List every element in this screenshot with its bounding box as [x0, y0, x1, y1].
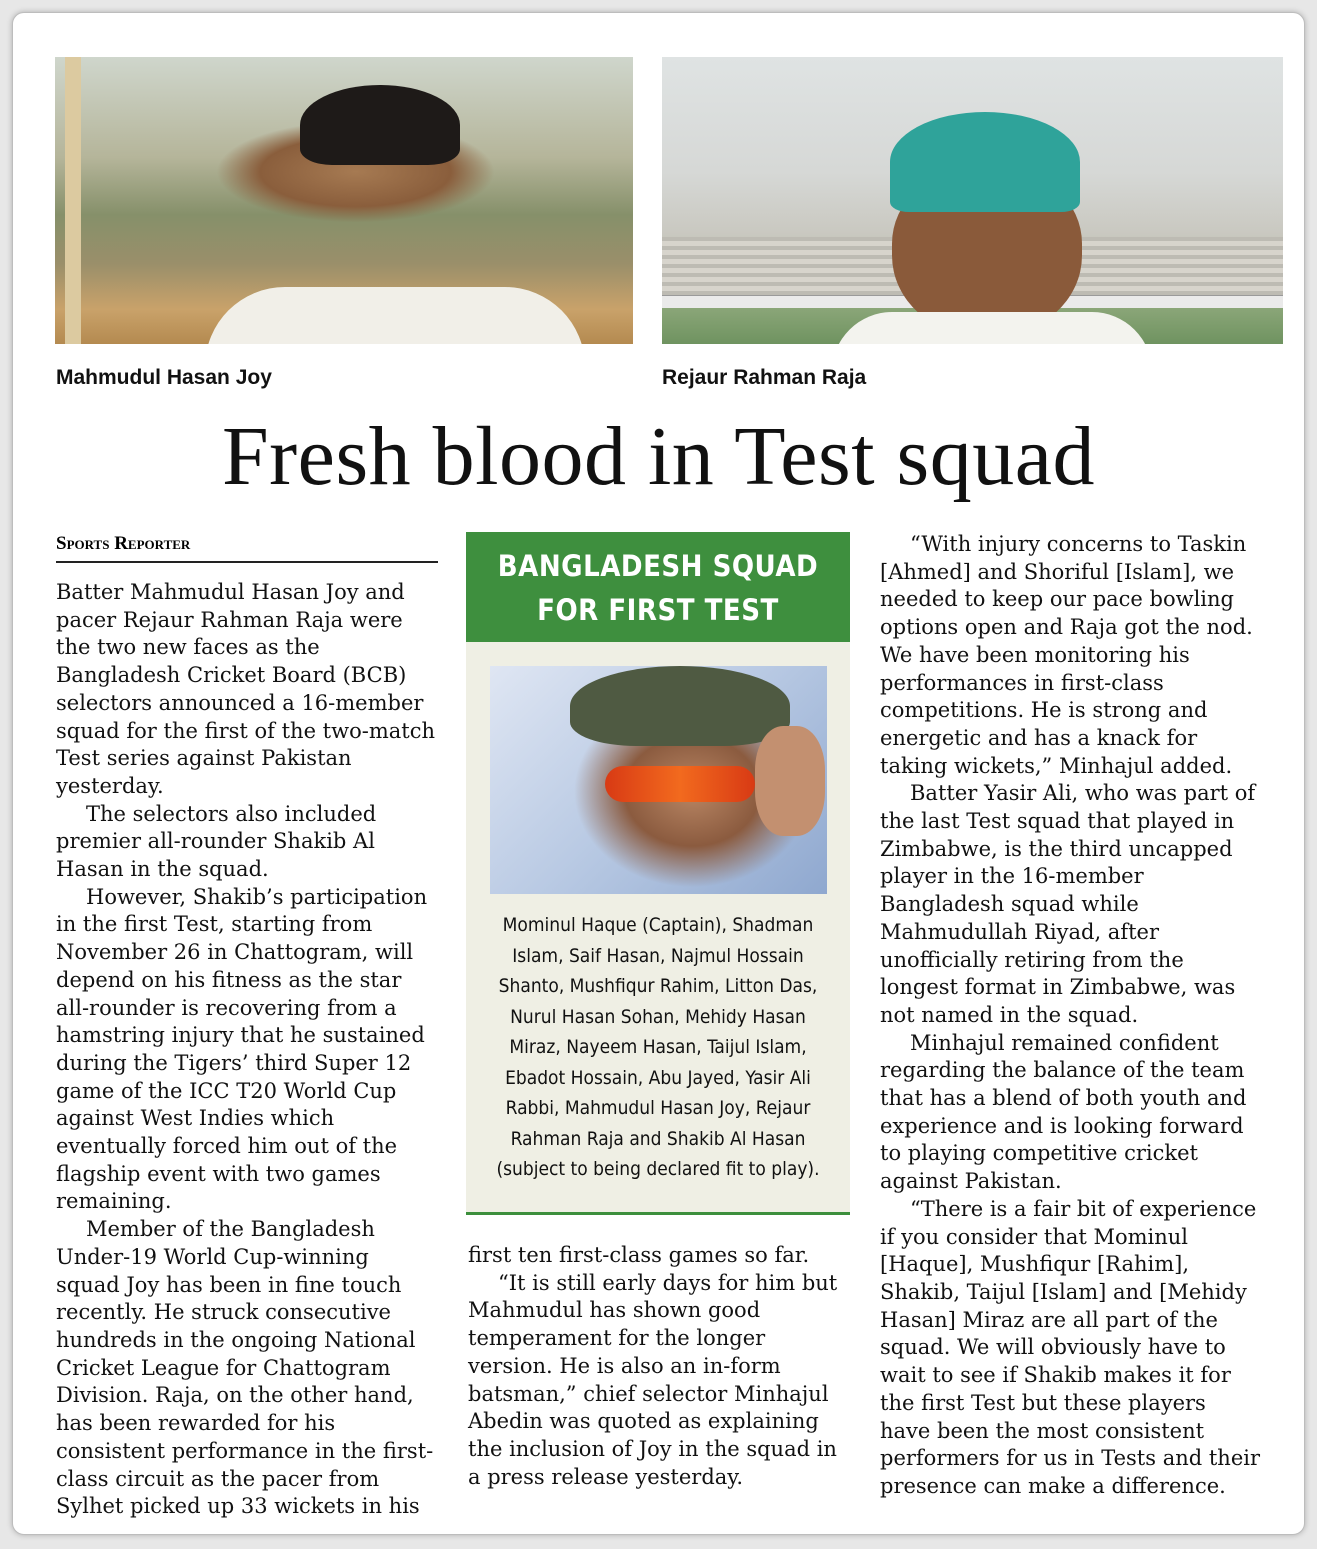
paragraph: Batter Yasir Ali, who was part of the last Test squad that played in Zimbabwe, is the third uncapped player in the 16-member Bangladesh squad while Mahmudullah Riyad, after unofficially retiring from the longest format in Zimbabwe, was not named in the squad.	[880, 781, 1256, 1027]
paragraph: first ten first-class games so far.	[468, 1243, 810, 1267]
photo-rejaur-rahman-raja	[662, 57, 1283, 344]
article-column-1	[56, 579, 438, 1521]
paragraph: The selectors also included premier all-rounder Shakib Al Hasan in the squad.	[56, 801, 377, 882]
article-column-3	[880, 531, 1262, 1501]
squad-sidebar-title: BANGLADESH SQUAD FOR FIRST TEST	[466, 532, 850, 642]
paragraph: Batter Mahmudul Hasan Joy and pacer Rejaur Rahman Raja were the two new faces as the Bangladesh Cricket Board (BCB) selectors announced a 16-member squad for the first of the two-match Test series against Pakistan yesterday.	[56, 580, 435, 798]
squad-sidebar-box	[466, 532, 850, 1215]
paragraph: “There is a fair bit of experience if you consider that Mominul [Haque], Mushfiqur [Rahim], Shakib, Taijul [Islam] and [Mehidy Hasan] Miraz are all part of the squad. We will obviously have to wait to see if Shakib makes it for the first Test but these players have been the most consistent performers for us in Tests and their presence can make a difference.	[880, 1196, 1260, 1498]
paragraph: Member of the Bangladesh Under-19 World Cup-winning squad Joy has been in fine touch recently. He struck consecutive hundreds in the ongoing National Cricket League for Chattogram Division. Raja, on the other hand, has been rewarded for his consistent performance in the first-class circuit as the pacer from Sylhet picked up 33 wickets in his	[56, 1217, 434, 1519]
photo-player-sunglasses	[490, 666, 827, 894]
player-hand	[755, 726, 825, 836]
paragraph: Minhajul remained confident regarding the balance of the team that has a blend of both youth and experience and is looking forward to playing competitive cricket against Pakistan.	[880, 1030, 1247, 1194]
player-shirt	[832, 312, 1152, 344]
sunglasses	[605, 766, 755, 802]
byline: Sports Reporter	[56, 533, 438, 563]
paragraph: “With injury concerns to Taskin [Ahmed] and Shoriful [Islam], we needed to keep our pace bowling options open and Raja got the nod. We have been monitoring his performances in first-class competitions. He is strong and energetic and has a knack for taking wickets,” Minhajul added.	[880, 532, 1253, 778]
article-column-2	[468, 1242, 850, 1491]
paragraph: “It is still early days for him but Mahmudul has shown good temperament for the longer version. He is also an in-form batsman,” chief selector Minhajul Abedin was quoted as explaining the inclusion of Joy in the squad in a press release yesterday.	[468, 1270, 838, 1489]
article-headline: Fresh blood in Test squad	[221, 410, 1096, 503]
player-cap	[890, 112, 1080, 212]
squad-list: Mominul Haque (Captain), Shadman Islam, Saif Hasan, Najmul Hossain Shanto, Mushfiqur Rahim, Litton Das, Nurul Hasan Sohan, Mehidy Hasan Miraz, Nayeem Hasan, Taijul Islam, Ebadot Hossain, Abu Jayed, Yasir Ali Rabbi, Mahmudul Hasan Joy, Rejaur Rahman Raja and Shakib Al Hasan (subject to being declared fit to play).	[496, 914, 820, 1180]
photo-caption-joy: Mahmudul Hasan Joy	[56, 366, 272, 389]
player-hair	[300, 85, 460, 165]
stump-pole	[65, 57, 81, 344]
player-cap	[570, 666, 790, 746]
photo-caption-raja: Rejaur Rahman Raja	[662, 366, 867, 389]
player-shirt	[205, 287, 585, 344]
photo-mahmudul-hasan-joy	[55, 57, 633, 344]
paragraph: However, Shakib’s participation in the first Test, starting from November 26 in Chattogram, will depend on his fitness as the star all-rounder is recovering from a hamstring injury that he sustained during the Tigers’ third Super 12 game of the ICC T20 World Cup against West Indies which eventually forced him out of the flagship event with two games remaining.	[56, 884, 428, 1214]
